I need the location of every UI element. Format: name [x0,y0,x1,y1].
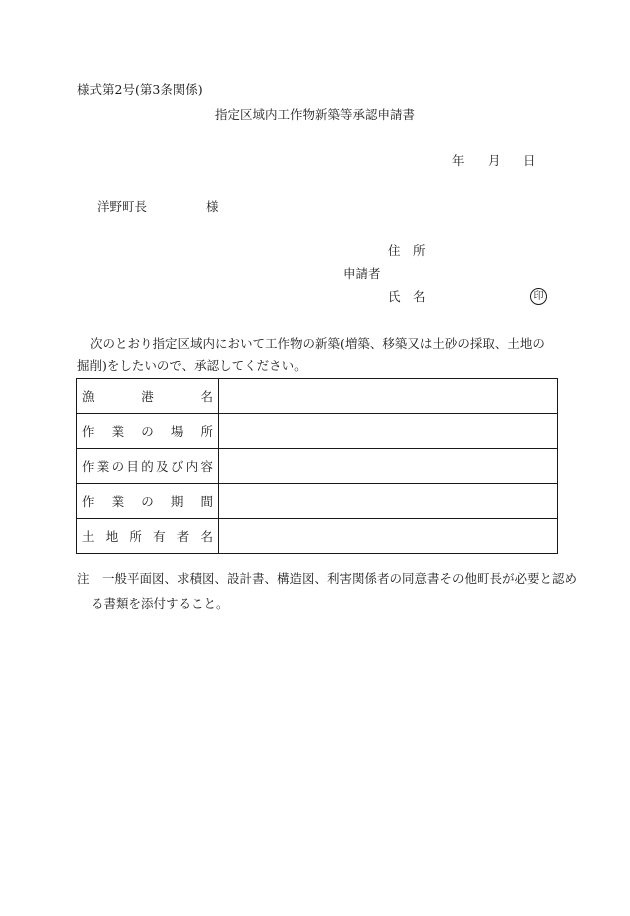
intro-paragraph: 次のとおり指定区域内において工作物の新築(増築、移築又は土砂の採取、土地の掘削)をしたいので、承認してください。 [77,336,545,373]
addressee-honorific: 様 [206,199,219,214]
row-label-landowner: 土地所有者名 [77,519,219,554]
table-row [77,449,558,484]
table-row [77,519,558,554]
row-label-fishing-port: 漁港名 [77,379,219,414]
detail-table [76,378,558,554]
table-row [77,414,558,449]
table-row [77,379,558,414]
row-label-work-period: 作業の期間 [77,484,219,519]
row-value-work-location[interactable] [219,414,558,449]
row-value-work-purpose[interactable] [219,449,558,484]
row-value-work-period[interactable] [219,484,558,519]
applicant-address-label: 住 所 [388,243,426,258]
document-title: 指定区域内工作物新築等承認申請書 [214,107,415,122]
applicant-name-label: 氏 名 [388,289,426,304]
row-label-work-location: 作業の場所 [77,414,219,449]
row-label-work-purpose: 作業の目的及び内容 [77,449,219,484]
addressee-name: 洋野町長 [97,199,148,214]
note-line-2: る書類を添付すること。 [91,596,229,611]
date-year-label: 年 [452,153,465,168]
form-number: 様式第2号(第3条関係) [77,82,203,97]
row-value-fishing-port[interactable] [219,379,558,414]
row-value-landowner[interactable] [219,519,558,554]
note-line-1: 注 一般平面図、求積図、設計書、構造図、利害関係者の同意書その他町長が必要と認め [77,571,578,586]
date-day-label: 日 [523,153,536,168]
applicant-role-label: 申請者 [343,266,381,281]
seal-mark: 印 [530,288,547,305]
date-month-label: 月 [488,153,501,168]
table-row [77,484,558,519]
